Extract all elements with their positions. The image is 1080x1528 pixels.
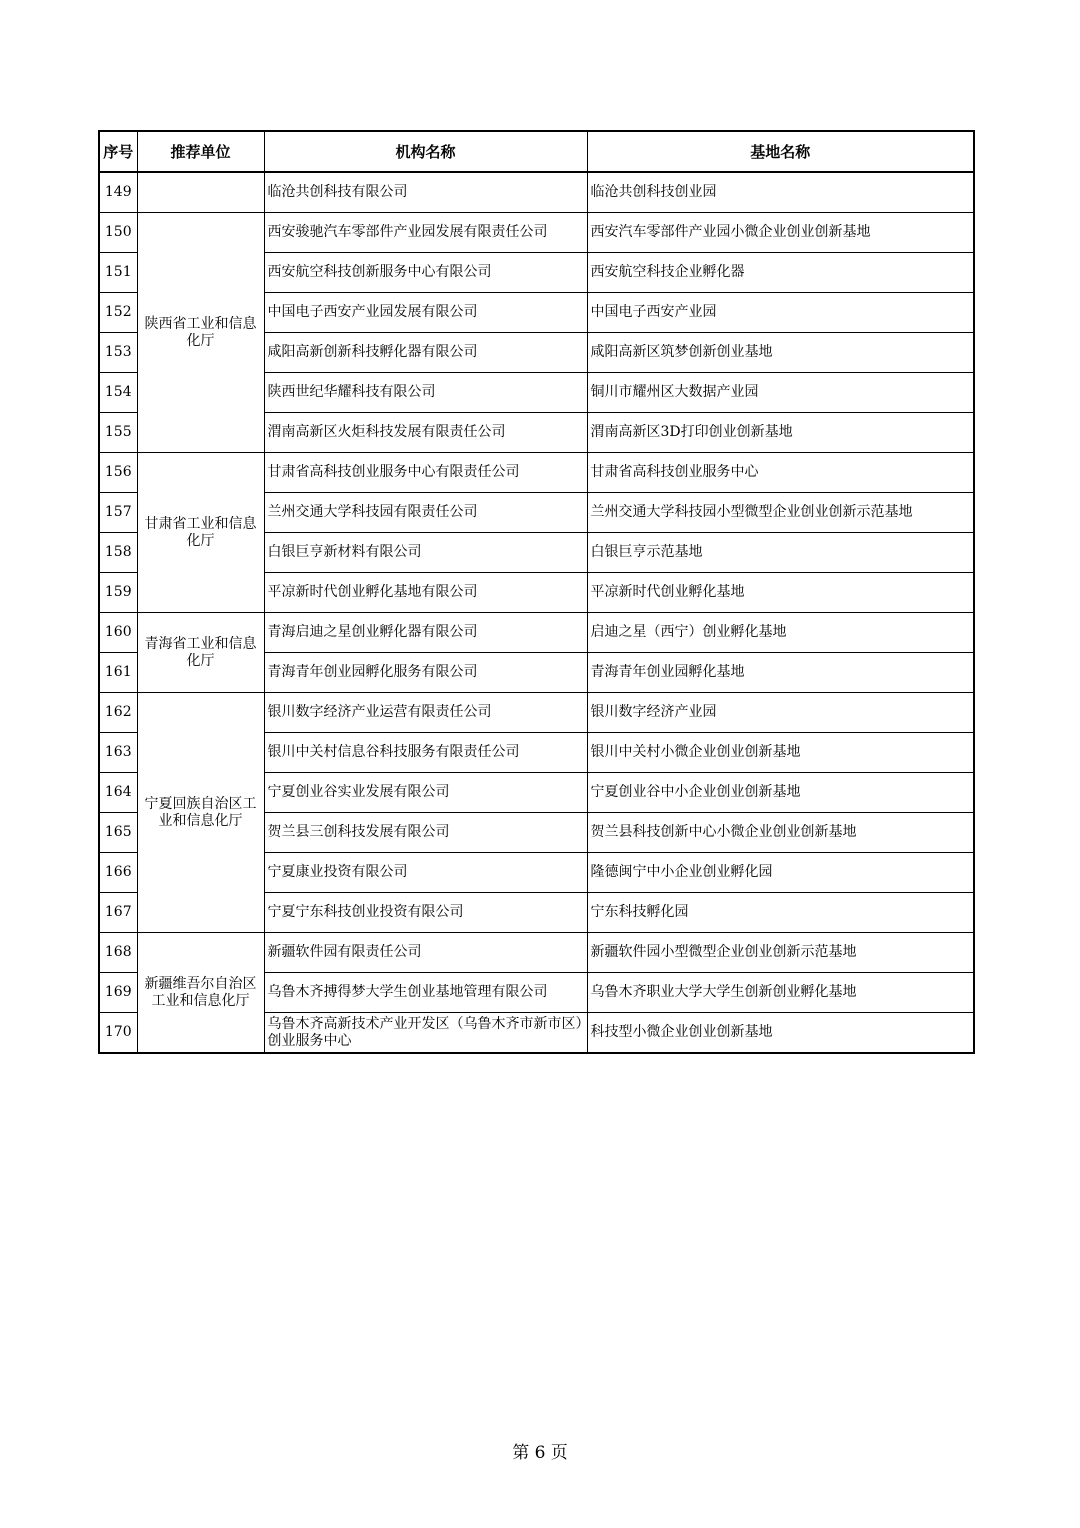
base-name-cell: 科技型小微企业创业创新基地	[587, 1013, 974, 1054]
organization-name-cell: 甘肃省高科技创业服务中心有限责任公司	[264, 453, 587, 493]
header-serial-number: 序号	[99, 131, 137, 172]
header-organization-name: 机构名称	[264, 131, 587, 172]
header-recommending-unit: 推荐单位	[137, 131, 264, 172]
serial-number-cell: 150	[99, 213, 137, 253]
base-name-cell: 西安汽车零部件产业园小微企业创业创新基地	[587, 213, 974, 253]
serial-number-cell: 151	[99, 253, 137, 293]
recommending-unit-cell: 青海省工业和信息化厅	[137, 613, 264, 693]
organization-name-cell: 宁夏康业投资有限公司	[264, 853, 587, 893]
recommending-unit-cell: 陕西省工业和信息化厅	[137, 213, 264, 453]
base-name-cell: 宁夏创业谷中小企业创业创新基地	[587, 773, 974, 813]
serial-number-cell: 160	[99, 613, 137, 653]
base-name-cell: 咸阳高新区筑梦创新创业基地	[587, 333, 974, 373]
organization-name-cell: 兰州交通大学科技园有限责任公司	[264, 493, 587, 533]
table-header-row	[99, 131, 974, 172]
base-name-cell: 隆德闽宁中小企业创业孵化园	[587, 853, 974, 893]
organization-name-cell: 宁夏宁东科技创业投资有限公司	[264, 893, 587, 933]
organization-name-cell: 贺兰县三创科技发展有限公司	[264, 813, 587, 853]
base-name-cell: 平凉新时代创业孵化基地	[587, 573, 974, 613]
table-row	[99, 933, 974, 973]
base-name-cell: 乌鲁木齐职业大学大学生创新创业孵化基地	[587, 973, 974, 1013]
organization-name-cell: 渭南高新区火炬科技发展有限责任公司	[264, 413, 587, 453]
organization-name-cell: 乌鲁木齐高新技术产业开发区（乌鲁木齐市新市区）创业服务中心	[264, 1013, 587, 1054]
base-name-cell: 青海青年创业园孵化基地	[587, 653, 974, 693]
serial-number-cell: 153	[99, 333, 137, 373]
organization-name-cell: 银川中关村信息谷科技服务有限责任公司	[264, 733, 587, 773]
serial-number-cell: 164	[99, 773, 137, 813]
table-row	[99, 613, 974, 653]
organization-name-cell: 咸阳高新创新科技孵化器有限公司	[264, 333, 587, 373]
organization-name-cell: 西安航空科技创新服务中心有限公司	[264, 253, 587, 293]
table-row	[99, 172, 974, 213]
base-name-cell: 白银巨亨示范基地	[587, 533, 974, 573]
base-name-cell: 宁东科技孵化园	[587, 893, 974, 933]
base-name-cell: 贺兰县科技创新中心小微企业创业创新基地	[587, 813, 974, 853]
base-name-cell: 银川中关村小微企业创业创新基地	[587, 733, 974, 773]
serial-number-cell: 168	[99, 933, 137, 973]
serial-number-cell: 167	[99, 893, 137, 933]
serial-number-cell: 149	[99, 172, 137, 213]
serial-number-cell: 163	[99, 733, 137, 773]
organization-name-cell: 新疆软件园有限责任公司	[264, 933, 587, 973]
base-name-cell: 甘肃省高科技创业服务中心	[587, 453, 974, 493]
organization-name-cell: 宁夏创业谷实业发展有限公司	[264, 773, 587, 813]
serial-number-cell: 169	[99, 973, 137, 1013]
base-name-cell: 西安航空科技企业孵化器	[587, 253, 974, 293]
organization-name-cell: 青海青年创业园孵化服务有限公司	[264, 653, 587, 693]
serial-number-cell: 161	[99, 653, 137, 693]
serial-number-cell: 156	[99, 453, 137, 493]
base-name-cell: 新疆软件园小型微型企业创业创新示范基地	[587, 933, 974, 973]
serial-number-cell: 166	[99, 853, 137, 893]
table-body	[99, 172, 974, 1053]
base-name-cell: 银川数字经济产业园	[587, 693, 974, 733]
serial-number-cell: 162	[99, 693, 137, 733]
table-row	[99, 453, 974, 493]
base-name-cell: 铜川市耀州区大数据产业园	[587, 373, 974, 413]
serial-number-cell: 158	[99, 533, 137, 573]
serial-number-cell: 157	[99, 493, 137, 533]
recommending-unit-cell: 甘肃省工业和信息化厅	[137, 453, 264, 613]
recommending-unit-cell: 宁夏回族自治区工业和信息化厅	[137, 693, 264, 933]
serial-number-cell: 159	[99, 573, 137, 613]
organization-name-cell: 西安骏驰汽车零部件产业园发展有限责任公司	[264, 213, 587, 253]
organization-name-cell: 白银巨亨新材料有限公司	[264, 533, 587, 573]
organization-name-cell: 陕西世纪华耀科技有限公司	[264, 373, 587, 413]
organization-name-cell: 青海启迪之星创业孵化器有限公司	[264, 613, 587, 653]
organization-name-cell: 乌鲁木齐搏得梦大学生创业基地管理有限公司	[264, 973, 587, 1013]
table-row	[99, 693, 974, 733]
base-name-cell: 中国电子西安产业园	[587, 293, 974, 333]
base-name-cell: 渭南高新区3D打印创业创新基地	[587, 413, 974, 453]
serial-number-cell: 165	[99, 813, 137, 853]
recommending-unit-cell: 新疆维吾尔自治区工业和信息化厅	[137, 933, 264, 1054]
table-row	[99, 213, 974, 253]
serial-number-cell: 170	[99, 1013, 137, 1054]
organization-name-cell: 平凉新时代创业孵化基地有限公司	[264, 573, 587, 613]
organization-name-cell: 临沧共创科技有限公司	[264, 172, 587, 213]
organization-name-cell: 银川数字经济产业运营有限责任公司	[264, 693, 587, 733]
recommending-unit-cell	[137, 172, 264, 213]
base-name-cell: 临沧共创科技创业园	[587, 172, 974, 213]
serial-number-cell: 154	[99, 373, 137, 413]
page-number: 第 6 页	[512, 1443, 568, 1463]
header-base-name: 基地名称	[587, 131, 974, 172]
base-name-cell: 启迪之星（西宁）创业孵化基地	[587, 613, 974, 653]
serial-number-cell: 155	[99, 413, 137, 453]
base-name-cell: 兰州交通大学科技园小型微型企业创业创新示范基地	[587, 493, 974, 533]
organization-name-cell: 中国电子西安产业园发展有限公司	[264, 293, 587, 333]
serial-number-cell: 152	[99, 293, 137, 333]
recommendation-table	[98, 130, 975, 1054]
